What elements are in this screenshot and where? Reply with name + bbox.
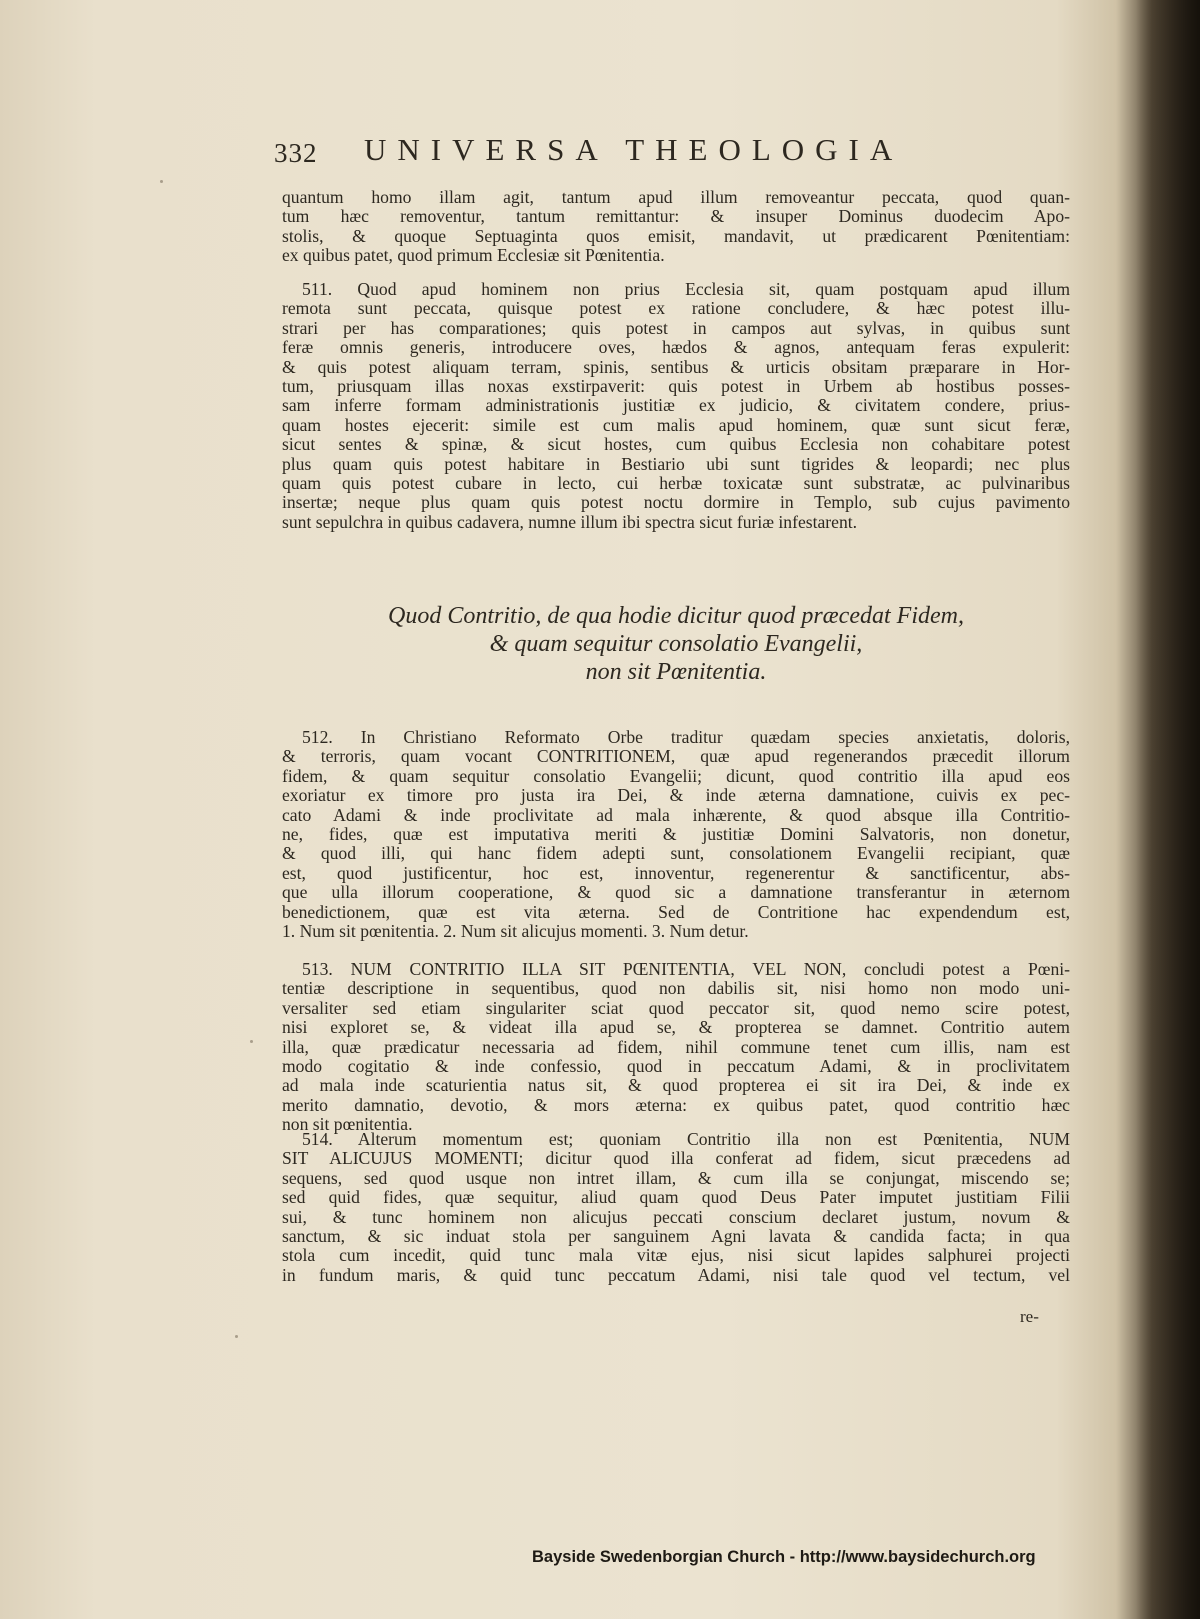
text-line: & quod illi, qui hanc fidem adepti sunt, consolationem Evangelii recipiant, quæ (282, 843, 1070, 864)
text-line: illa, quæ prædicatur necessaria ad fidem, nihil commune tenet cum illis, nam est (282, 1036, 1070, 1057)
text-line: tentiæ descriptione in sequentibus, quod non dabilis sit, nisi homo non modo uni- (282, 978, 1070, 999)
catchword: re- (1020, 1307, 1039, 1326)
text-line: quam quis potest cubare in lecto, cui herbæ toxicatæ sunt substratæ, ac pulvinaribus (282, 473, 1070, 494)
text-line: sequens, sed quod usque non intret illam, & cum illa se conjungat, miscendo se; (282, 1167, 1070, 1188)
text-line: stola cum incedit, quid tunc mala vitæ ejus, nisi sicut lapides salphurei projecti (282, 1245, 1070, 1266)
text-line: 512. In Christiano Reformato Orbe traditur quædam species anxietatis, doloris, (302, 727, 1070, 747)
paragraph-510-continuation (282, 188, 1070, 266)
text-line: que ulla illorum cooperatione, & quod sic a damnatione transferantur in æternom (282, 882, 1070, 903)
text-line: quantum homo illam agit, tantum apud illum removeantur peccata, quod quan- (282, 187, 1070, 207)
text-line: strari per has comparationes; quis potest in campos aut sylvas, in quibus sunt (282, 317, 1070, 338)
text-line: non sit pœnitentia. (282, 1114, 413, 1135)
paragraph-511 (282, 280, 1070, 532)
text-line: benedictionem, quæ est vita æterna. Sed de Contritione hac expendendum est, (282, 901, 1070, 922)
text-line: 514. Alterum momentum est; quoniam Contritio illa non est Pœnitentia, NUM (302, 1129, 1070, 1149)
heading-line: Quod Contritio, de qua hodie dicitur quod præcedat Fidem, (388, 603, 964, 629)
text-line: merito damnatio, devotio, & mors æterna: ex quibus patet, quod contritio hæc (282, 1094, 1070, 1115)
text-line: plus quam quis potest habitare in Bestiario ubi sunt tigrides & leopardi; nec plus (282, 453, 1070, 474)
page-header (274, 132, 994, 172)
text-line: est, quod justificentur, hoc est, innoventur, regenerentur & sanctificentur, abs- (282, 862, 1070, 883)
text-line: feræ omnis generis, introducere oves, hædos & agnos, antequam feras expulerit: (282, 337, 1070, 358)
paragraph-513 (282, 960, 1070, 1135)
text-line: sam inferre formam administrationis justitiæ ex judicio, & civitatem condere, prius- (282, 395, 1070, 416)
text-line: 511. Quod apud hominem non prius Ecclesia sit, quam postquam apud illum (302, 279, 1070, 299)
paragraph-514 (282, 1130, 1070, 1285)
text-line: exoriatur ex timore pro justa ira Dei, & inde æterna damnatione, cuivis ex pec- (282, 785, 1070, 806)
binding-gutter-shadow (1136, 0, 1200, 1619)
text-line: remota sunt peccata, quisque potest ex ratione concludere, & hæc potest illu- (282, 298, 1070, 319)
text-line: sicut sentes & spinæ, & sicut hostes, cum quibus Ecclesia non cohabitare potest (282, 434, 1070, 455)
text-line: tum, priusquam illas noxas exstirpaverit: quis potest in Urbem ab hostibus posses- (282, 376, 1070, 397)
text-line: & terroris, quam vocant CONTRITIONEM, quæ apud regenerandos præcedit illorum (282, 746, 1070, 767)
heading-line: & quam sequitur consolatio Evangelii, (489, 631, 863, 657)
section-heading (282, 602, 1070, 686)
text-line: quam hostes ejecerit: simile est cum malis apud hominem, quæ sunt sicut feræ, (282, 414, 1070, 435)
text-line: tum hæc removentur, tantum remittantur: & insuper Dominus duodecim Apo- (282, 206, 1070, 227)
paragraph-512 (282, 728, 1070, 941)
text-line: sunt sepulchra in quibus cadavera, numne illum ibi spectra sicut furiæ infestarent. (282, 511, 858, 532)
text-line: 513. NUM CONTRITIO ILLA SIT PŒNITENTIA, VEL NON, concludi potest a Pœni- (302, 959, 1070, 979)
text-line: modo cogitatio & inde confessio, quod in peccatum Adami, & in proclivitatem (282, 1056, 1070, 1077)
paper-speck (235, 1335, 238, 1338)
text-line: ad mala inde scaturientia natus sit, & quod propterea ei sit ira Dei, & inde ex (282, 1075, 1070, 1096)
running-head: UNIVERSA THEOLOGIA (364, 132, 904, 167)
text-line: ex quibus patet, quod primum Ecclesiæ sit Pœnitentia. (282, 245, 665, 266)
paper-speck (250, 1040, 253, 1043)
text-line: sed quid fides, quæ sequitur, aliud quam quod Deus Pater imputet justitiam Filii (282, 1187, 1070, 1208)
text-line: fidem, & quam sequitur consolatio Evangelii; dicunt, quod contritio illa apud eos (282, 765, 1070, 786)
text-line: versaliter sed etiam singulariter sciat quod peccator sit, quod nemo scire potest, (282, 997, 1070, 1018)
page-number: 332 (274, 138, 318, 168)
footer-credit: Bayside Swedenborgian Church - http://www.baysidechurch.org (532, 1548, 1036, 1566)
text-line: stolis, & quoque Septuaginta quos emisit, mandavit, ut prædicarent Pœnitentiam: (282, 225, 1070, 246)
paper-speck (160, 180, 163, 183)
text-line: sanctum, & sic induat stola per sanguinem Agni lavata & candida facta; in qua (282, 1226, 1070, 1247)
text-line: nisi exploret se, & videat illa apud se, & propterea se damnet. Contritio autem (282, 1017, 1070, 1038)
text-line: SIT ALICUJUS MOMENTI; dicitur quod illa conferat ad fidem, sicut præcedens ad (282, 1148, 1070, 1169)
text-line: in fundum maris, & quid tunc peccatum Adami, nisi tale quod vel tectum, vel (282, 1264, 1070, 1285)
text-line: ne, fides, quæ est imputativa meriti & justitiæ Domini Salvatoris, non donetur, (282, 824, 1070, 845)
text-line: cato Adami & inde proclivitate ad mala inhærente, & quod absque illa Contritio- (282, 804, 1070, 825)
text-line: sui, & tunc hominem non alicujus peccati conscium declaret justum, novum & (282, 1206, 1070, 1227)
text-line: & quis potest aliquam terram, spinis, sentibus & urticis obsitam præparare in Hor- (282, 356, 1070, 377)
heading-line: non sit Pœnitentia. (585, 659, 767, 685)
text-line: insertæ; neque plus quam quis potest noctu dormire in Templo, sub cujus pavimento (282, 492, 1070, 513)
text-line: 1. Num sit pœnitentia. 2. Num sit alicujus momenti. 3. Num detur. (282, 921, 749, 942)
